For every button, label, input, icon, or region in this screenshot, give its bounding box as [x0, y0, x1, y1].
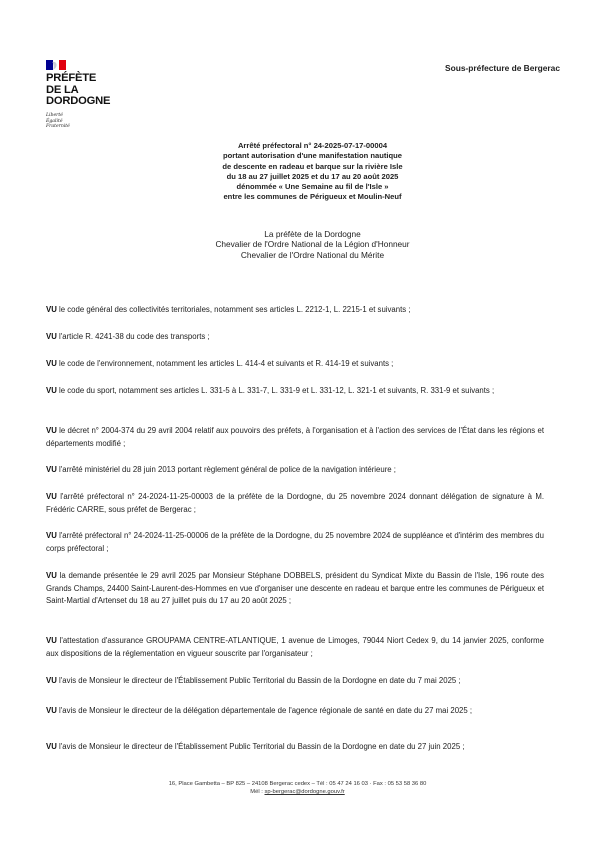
vu-label: VU [46, 465, 57, 474]
vu-clause [46, 385, 544, 398]
vu-label: VU [46, 359, 57, 368]
vu-text: la demande présentée le 29 avril 2025 par Monsieur Stéphane DOBBELS, président du Syndicat Mixte du Bassin de l'Isle, 196 route des Grands Champs, 24400 Saint-Laurent-des-Hommes en vue d'organiser une descente en radeau et barque entre les communes de Périgueux et Saint-Martial d'Artenset du 18 au 27 juillet puis du 17 au 20 août 2025 ; [46, 571, 545, 606]
footer-address: 16, Place Gambetta – BP 825 – 24108 Bergerac cedex – Tél : 05 47 24 16 03 · Fax : 05 53 58 36 80 [168, 781, 427, 787]
vu-label: VU [46, 305, 57, 314]
vu-label: VU [46, 426, 57, 435]
signer-line: Chevalier de l'Ordre National de la Légion d'Honneur [215, 239, 410, 250]
republic-motto: Liberté Égalité Fraternité [46, 113, 70, 130]
marianne-flag-icon [46, 60, 66, 70]
vu-clause [46, 705, 544, 718]
vu-clause [46, 741, 544, 754]
vu-text: l'avis de Monsieur le directeur de la délégation départementale de l'agence régionale de santé en date du 27 mai 2025 ; [59, 706, 473, 715]
signer-line: Chevalier de l'Ordre National du Mérite [240, 249, 385, 260]
vu-clause [46, 464, 544, 477]
vu-clause [46, 675, 544, 688]
decree-title-line: dénommée « Une Semaine au fil de l'Isle » [236, 182, 389, 192]
vu-label: VU [46, 742, 57, 751]
decree-title-line: Arrêté préfectoral n° 24-2025-07-17-00004 [237, 141, 388, 150]
decree-title-line: portant autorisation d'une manifestation nautique [223, 151, 402, 161]
vu-clause [46, 635, 544, 660]
vu-text: l'avis de Monsieur le directeur de l'Établissement Public Territorial du Bassin de la Dordogne en date du 27 juin 2025 ; [59, 742, 465, 751]
vu-clause [46, 358, 544, 371]
vu-clause [46, 331, 544, 344]
decree-title-line: entre les communes de Périgueux et Moulin-Neuf [223, 192, 402, 202]
vu-label: VU [46, 492, 57, 501]
vu-text: le décret n° 2004-374 du 29 avril 2004 relatif aux pouvoirs des préfets, à l'organisation et à l'action des services de l'État dans les régions et départements modifié ; [46, 426, 544, 448]
signer-line: La préfète de la Dordogne [264, 229, 361, 239]
vu-label: VU [46, 386, 57, 395]
vu-label: VU [46, 531, 57, 540]
footer-email-link[interactable]: sp-bergerac@dordogne.gouv.fr [264, 789, 345, 796]
vu-label: VU [46, 571, 57, 580]
vu-text: l'attestation d'assurance GROUPAMA CENTRE-ATLANTIQUE, 1 avenue de Limoges, 79044 Niort Cedex 9, du 14 janvier 2025, conforme aux dispositions de la réglementation en vigueur souscrite par l'organisateur ; [46, 636, 544, 658]
footer-mel-label: Mél : [250, 789, 263, 796]
issuer-name: Sous-préfecture de Bergerac [445, 63, 560, 73]
signer-block [140, 229, 485, 260]
vu-clause [46, 570, 544, 608]
vu-text: l'article R. 4241-38 du code des transports ; [59, 332, 210, 341]
vu-clause [46, 530, 544, 555]
vu-text: le code général des collectivités territoriales, notamment ses articles L. 2212-1, L. 2215-1 et suivants ; [59, 305, 411, 314]
vu-text: le code de l'environnement, notamment les articles L. 414-4 et suivants et R. 414-19 et suivants ; [59, 359, 394, 368]
vu-label: VU [46, 332, 57, 341]
vu-text: l'arrêté préfectoral n° 24-2024-11-25-00006 de la préfète de la Dordogne, du 25 novembre 2024 de suppléance et d'intérim des membres du corps préfectoral ; [46, 531, 544, 553]
decree-title-line: du 18 au 27 juillet 2025 et du 17 au 20 août 2025 [226, 171, 399, 181]
vu-clause [46, 304, 544, 317]
prefecture-name: PRÉFÈTE DE LA DORDOGNE [46, 72, 111, 107]
vu-text: l'arrêté ministériel du 28 juin 2013 portant règlement général de police de la navigation intérieure ; [59, 465, 396, 474]
decree-title [140, 141, 485, 203]
vu-text: le code du sport, notamment ses articles L. 331-5 à L. 331-7, L. 331-9 et L. 331-12, L. 321-1 et suivants, R. 331-9 et suivants ; [59, 386, 495, 395]
vu-clause [46, 425, 544, 450]
vu-label: VU [46, 706, 57, 715]
vu-label: VU [46, 676, 57, 685]
vu-label: VU [46, 636, 57, 645]
decree-title-line: de descente en radeau et barque sur la rivière Isle [222, 161, 403, 171]
vu-text: l'arrêté préfectoral n° 24-2024-11-25-00003 de la préfète de la Dordogne, du 25 novembre 2024 donnant délégation de signature à M. Frédéric CARRE, sous préfet de Bergerac ; [46, 492, 544, 514]
footer-contact [100, 788, 495, 796]
vu-clause [46, 491, 544, 516]
page-footer [100, 780, 495, 797]
vu-text: l'avis de Monsieur le directeur de l'Établissement Public Territorial du Bassin de la Dordogne en date du 7 mai 2025 ; [59, 676, 461, 685]
